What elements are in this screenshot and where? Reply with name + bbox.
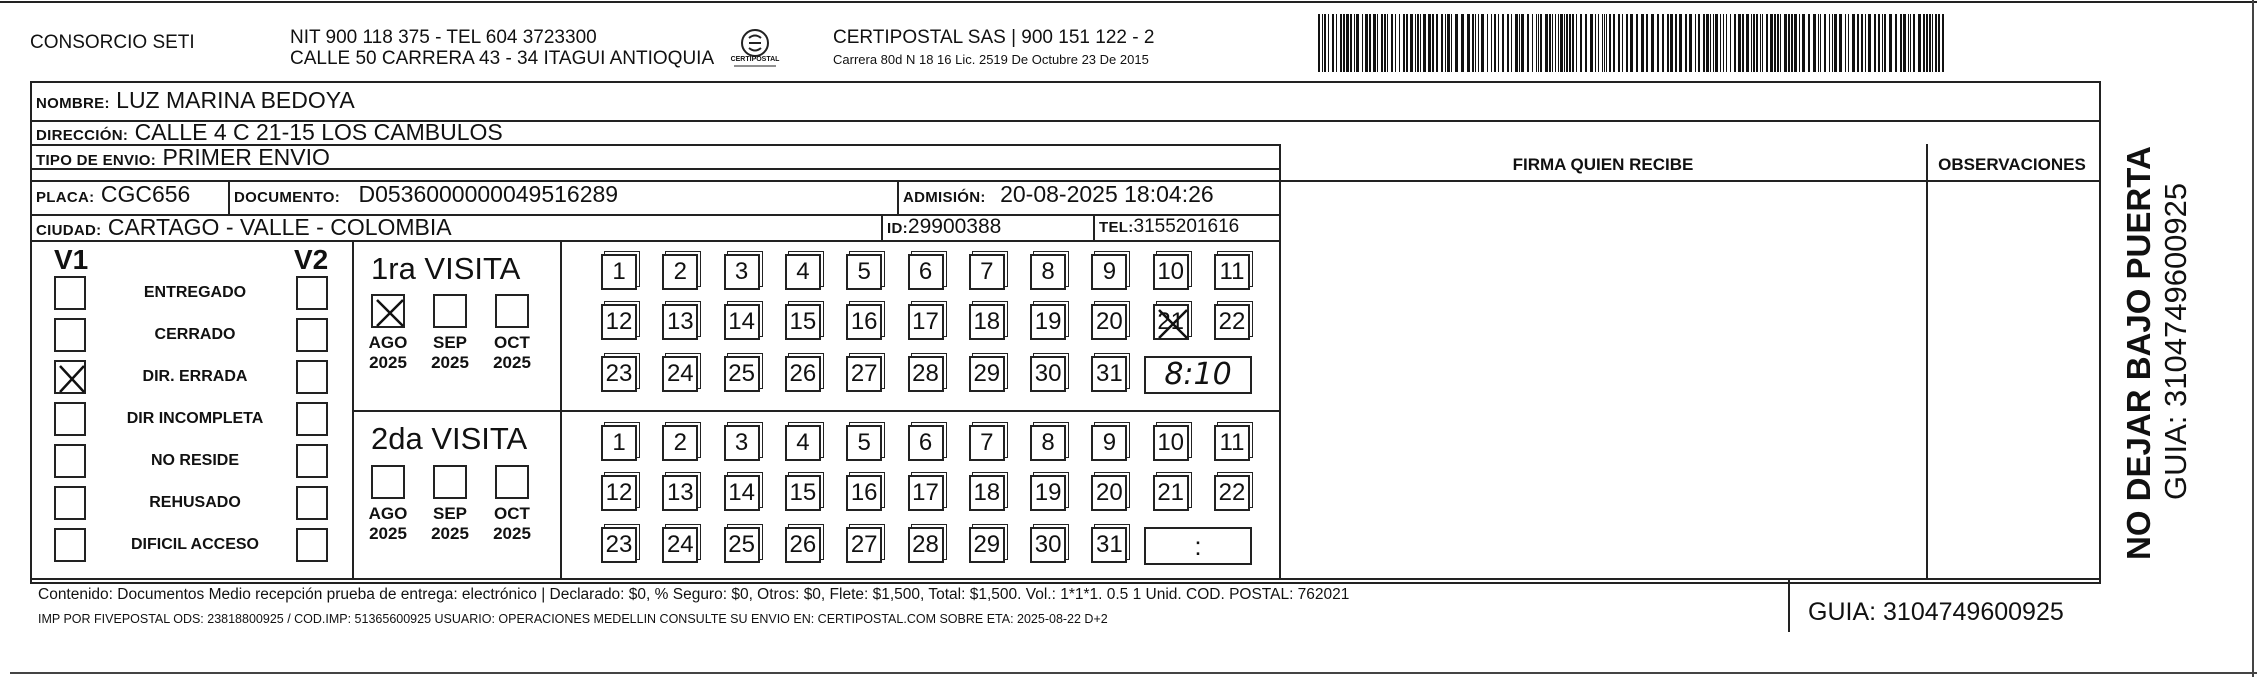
ciudad-field [36, 215, 452, 243]
day-box[interactable]: 26 [785, 527, 821, 563]
day-box[interactable]: 20 [1091, 475, 1127, 511]
day-box[interactable]: 11 [1214, 254, 1250, 290]
v1-header: V1 [54, 244, 89, 275]
day-box[interactable]: 5 [846, 254, 882, 290]
day-box[interactable]: 21 [1153, 475, 1189, 511]
observaciones-header: OBSERVACIONES [1938, 155, 2086, 174]
status-label: DIFICIL ACCESO [130, 536, 259, 553]
v2-checkbox[interactable] [296, 360, 328, 394]
tel-value: 3155201616 [1133, 216, 1240, 237]
month-checkbox[interactable] [371, 294, 405, 328]
id-label: ID: [887, 220, 908, 237]
license-line: Carrera 80d N 18 16 Lic. 2519 De Octubre 23 De 2015 [833, 52, 1149, 67]
day-box[interactable]: 19 [1030, 475, 1066, 511]
direccion-label: DIRECCIÓN: [36, 127, 129, 144]
documento-label: DOCUMENTO: [234, 189, 341, 206]
barcode [1318, 14, 1948, 72]
day-box[interactable]: 3 [724, 254, 760, 290]
tipo-envio-value: PRIMER ENVIO [162, 144, 330, 170]
address-line: CALLE 50 CARRERA 43 - 34 ITAGUI ANTIOQUIA [290, 48, 715, 69]
day-box[interactable]: 16 [846, 475, 882, 511]
day-box[interactable]: 19 [1030, 304, 1066, 340]
direccion-value: CALLE 4 C 21-15 LOS CAMBULOS [134, 119, 503, 145]
v2-checkbox[interactable] [296, 486, 328, 520]
day-box[interactable]: 7 [969, 425, 1005, 461]
ciudad-label: CIUDAD: [36, 222, 102, 239]
day-box[interactable]: 22 [1214, 304, 1250, 340]
month-checkbox[interactable] [433, 465, 467, 499]
status-label: REHUSADO [149, 494, 241, 511]
day-box[interactable]: 29 [969, 356, 1005, 392]
v1-checkbox[interactable] [54, 528, 86, 562]
side-guia: GUIA: 3104749600925 [2158, 182, 2193, 500]
month-label: SEP 2025 [431, 504, 469, 543]
documento-field [234, 182, 618, 210]
day-box[interactable]: 4 [785, 254, 821, 290]
day-box[interactable]: 14 [724, 475, 760, 511]
certipostal-line: CERTIPOSTAL SAS | 900 151 122 - 2 [833, 27, 1155, 48]
v2-checkbox[interactable] [296, 528, 328, 562]
day-box[interactable]: 1 [601, 425, 637, 461]
day-mark [1155, 306, 1191, 342]
day-box[interactable]: 26 [785, 356, 821, 392]
day-box[interactable]: 15 [785, 475, 821, 511]
day-box[interactable]: 6 [908, 254, 944, 290]
nit-line: NIT 900 118 375 - TEL 604 3723300 [290, 27, 597, 48]
page-border-top [0, 1, 2257, 3]
placa-value: CGC656 [100, 181, 191, 207]
documento-value: D0536000000049516289 [358, 181, 619, 207]
month-label: SEP 2025 [431, 333, 469, 372]
day-box[interactable]: 8 [1030, 425, 1066, 461]
day-box[interactable]: 21 [1153, 304, 1189, 340]
tipo-envio-label: TIPO DE ENVIO: [36, 152, 157, 169]
day-box[interactable]: 10 [1153, 425, 1189, 461]
footer-contenido: Contenido: Documentos Medio recepción prueba de entrega: electrónico | Declarado: $0, % Seguro: $0, Otros: $0, Flete: $1,500, Total: $1,500. Vol.: 1*1*1. 0.5 1 Unid. COD. POSTAL: 762021 [38, 586, 1350, 603]
placa-label: PLACA: [36, 189, 95, 206]
day-box[interactable]: 11 [1214, 425, 1250, 461]
status-label: CERRADO [154, 326, 236, 343]
page-border-bottom [10, 672, 2257, 674]
footer-guia: GUIA: 3104749600925 [1808, 598, 2064, 626]
v1-checkbox[interactable] [54, 318, 86, 352]
day-box[interactable]: 13 [662, 475, 698, 511]
day-box[interactable]: 28 [908, 356, 944, 392]
company-name: CONSORCIO SETI [30, 32, 195, 53]
day-box[interactable]: 18 [969, 304, 1005, 340]
day-box[interactable]: 4 [785, 425, 821, 461]
admision-field [903, 182, 1214, 210]
day-box[interactable]: 2 [662, 254, 698, 290]
month-checkbox[interactable] [495, 294, 529, 328]
nombre-value: LUZ MARINA BEDOYA [116, 87, 355, 113]
day-box[interactable]: 28 [908, 527, 944, 563]
ciudad-value: CARTAGO - VALLE - COLOMBIA [107, 214, 452, 240]
visit1-title: 1ra VISITA [371, 251, 521, 286]
side-no-dejar: NO DEJAR BAJO PUERTA [2120, 146, 2157, 560]
day-box[interactable]: 14 [724, 304, 760, 340]
id-field [887, 215, 1001, 241]
day-box[interactable]: 25 [724, 356, 760, 392]
month-label: OCT 2025 [493, 504, 531, 543]
month-label: OCT 2025 [493, 333, 531, 372]
day-box[interactable]: 1 [601, 254, 637, 290]
day-box[interactable]: 23 [601, 527, 637, 563]
day-box[interactable]: 18 [969, 475, 1005, 511]
day-box[interactable]: 24 [662, 356, 698, 392]
v1-checkbox[interactable] [54, 486, 86, 520]
day-box[interactable]: 15 [785, 304, 821, 340]
day-box[interactable]: 9 [1091, 425, 1127, 461]
tel-field [1099, 215, 1239, 240]
v1-checkbox[interactable] [54, 360, 86, 394]
id-value: 29900388 [907, 215, 1002, 238]
admision-value: 20-08-2025 18:04:26 [1000, 181, 1214, 207]
day-box[interactable]: 10 [1153, 254, 1189, 290]
day-box[interactable]: 12 [601, 475, 637, 511]
day-box[interactable]: 8 [1030, 254, 1066, 290]
status-label: NO RESIDE [150, 452, 239, 469]
tel-label: TEL: [1099, 219, 1134, 236]
day-box[interactable]: 29 [969, 527, 1005, 563]
month-checkbox[interactable] [371, 465, 405, 499]
admision-label: ADMISIÓN: [903, 189, 986, 206]
status-label: ENTREGADO [143, 284, 247, 301]
v2-checkbox[interactable] [296, 276, 328, 310]
status-label: DIR. ERRADA [142, 368, 248, 385]
day-box[interactable]: 31 [1091, 356, 1127, 392]
day-box[interactable]: 13 [662, 304, 698, 340]
month-checkbox[interactable] [433, 294, 467, 328]
status-label: DIR INCOMPLETA [126, 410, 264, 427]
logo-text: CERTIPOSTAL [730, 56, 780, 63]
day-box[interactable]: 12 [601, 304, 637, 340]
certipostal-logo [730, 26, 780, 72]
day-box[interactable]: 31 [1091, 527, 1127, 563]
v1-checkbox[interactable] [54, 402, 86, 436]
nombre-field [36, 88, 355, 116]
v2-checkbox[interactable] [296, 444, 328, 478]
day-box[interactable]: 5 [846, 425, 882, 461]
day-box[interactable]: 30 [1030, 527, 1066, 563]
day-box[interactable]: 16 [846, 304, 882, 340]
day-box[interactable]: 24 [662, 527, 698, 563]
month-checkbox[interactable] [495, 465, 529, 499]
v1-checkbox[interactable] [54, 444, 86, 478]
day-box[interactable]: 22 [1214, 475, 1250, 511]
day-box[interactable]: 27 [846, 356, 882, 392]
placa-field [36, 182, 190, 210]
nombre-label: NOMBRE: [36, 95, 110, 112]
day-box[interactable]: 3 [724, 425, 760, 461]
day-box[interactable]: 6 [908, 425, 944, 461]
day-box[interactable]: 17 [908, 304, 944, 340]
time-box[interactable]: 8:10 [1144, 356, 1252, 394]
v1-checkbox[interactable] [54, 276, 86, 310]
day-box[interactable]: 23 [601, 356, 637, 392]
day-box[interactable]: 7 [969, 254, 1005, 290]
month-label: AGO 2025 [368, 504, 408, 543]
visit2-title: 2da VISITA [371, 421, 528, 456]
time-box[interactable]: : [1144, 527, 1252, 565]
firma-header: FIRMA QUIEN RECIBE [1512, 155, 1694, 174]
v2-header: V2 [294, 244, 329, 275]
month-label: AGO 2025 [368, 333, 408, 372]
page-border-right [2252, 0, 2254, 677]
v2-checkbox[interactable] [296, 402, 328, 436]
day-box[interactable]: 25 [724, 527, 760, 563]
day-box[interactable]: 17 [908, 475, 944, 511]
day-box[interactable]: 2 [662, 425, 698, 461]
day-box[interactable]: 27 [846, 527, 882, 563]
footer-imp: IMP POR FIVEPOSTAL ODS: 23818800925 / COD.IMP: 51365600925 USUARIO: OPERACIONES MEDELLIN CONSULTE SU ENVIO EN: CERTIPOSTAL.COM SOBRE ETA: 2025-08-22 D+2 [38, 612, 1108, 626]
day-box[interactable]: 9 [1091, 254, 1127, 290]
day-box[interactable]: 30 [1030, 356, 1066, 392]
tipo-envio-field [36, 145, 330, 173]
day-box[interactable]: 20 [1091, 304, 1127, 340]
v2-checkbox[interactable] [296, 318, 328, 352]
